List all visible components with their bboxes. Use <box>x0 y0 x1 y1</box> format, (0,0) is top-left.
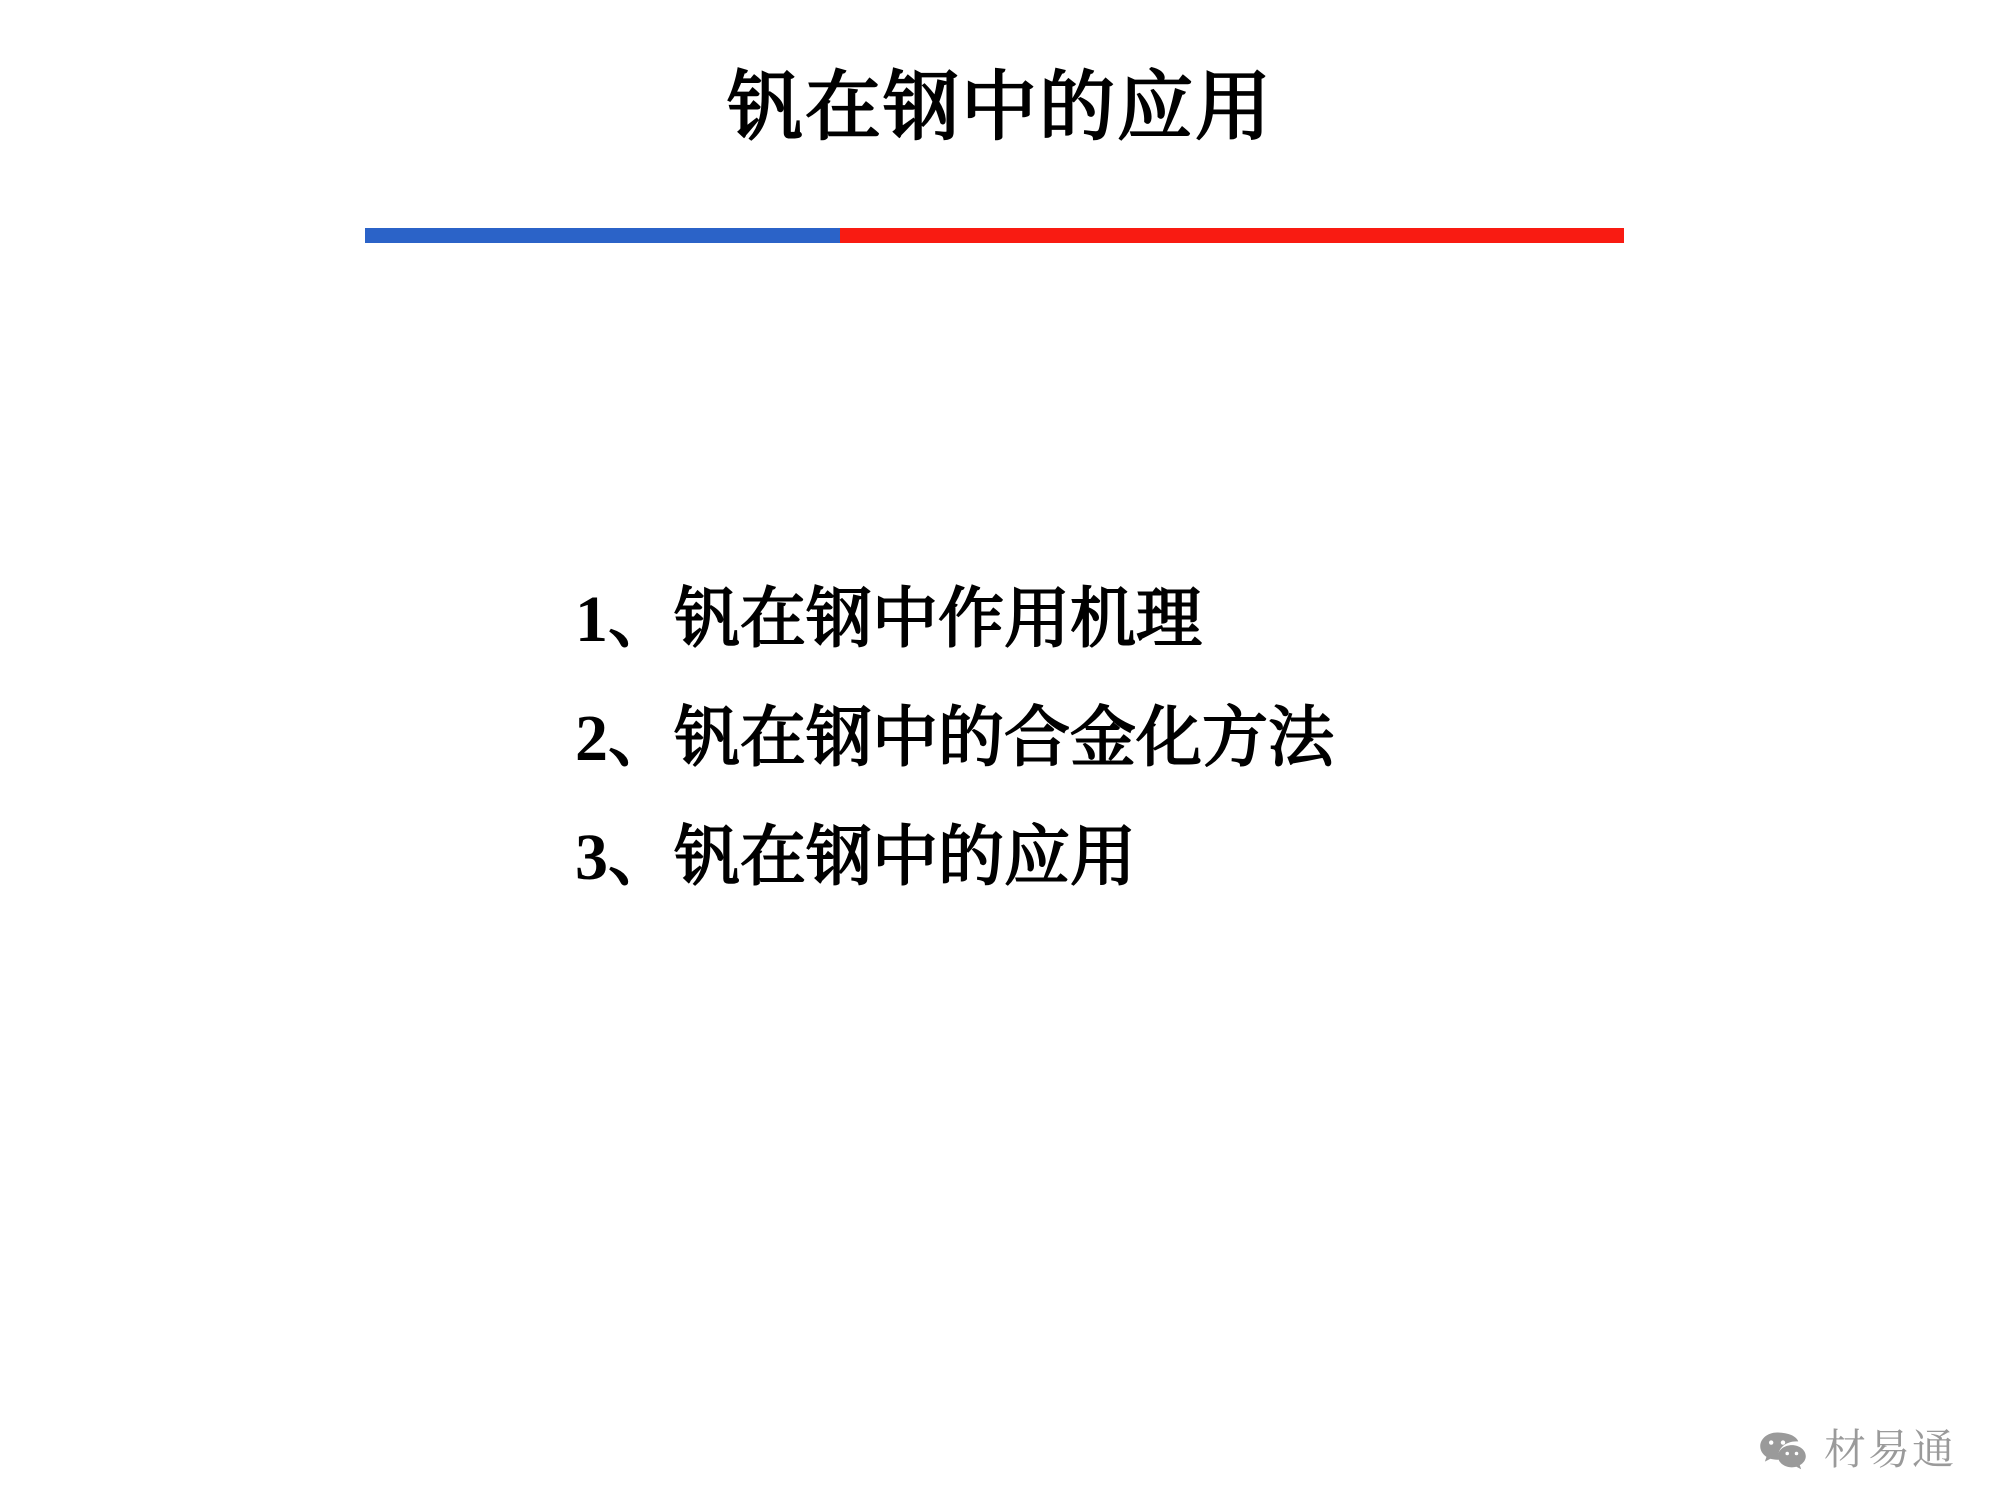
agenda-list <box>575 560 1775 917</box>
divider-segment-blue <box>365 228 840 243</box>
watermark <box>1756 1424 1956 1478</box>
list-item: 1、钒在钢中作用机理 <box>575 583 1202 656</box>
watermark-label: 材易通 <box>1823 1428 1956 1474</box>
page-title: 钒在钢中的应用 <box>727 66 1273 150</box>
list-item: 2、钒在钢中的合金化方法 <box>575 702 1334 775</box>
title-divider <box>365 228 1624 243</box>
list-item: 3、钒在钢中的应用 <box>575 821 1136 894</box>
wechat-icon <box>1756 1424 1810 1478</box>
divider-segment-red <box>840 228 1624 243</box>
